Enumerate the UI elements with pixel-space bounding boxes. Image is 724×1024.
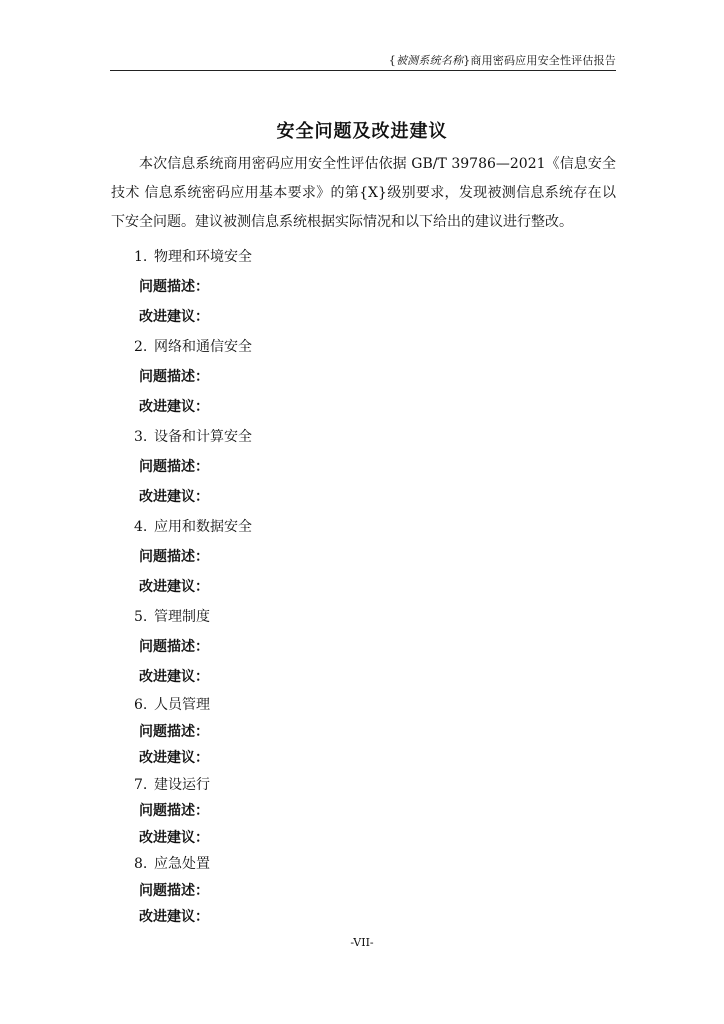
intro-paragraph: 本次信息系统商用密码应用安全性评估依据 GB/T 39786—2021《信息安全技术 信息系统密码应用基本要求》的第{X}级别要求，发现被测信息系统存在以下安全问题。建议被测信息系统根据实际情况和以下给出的建议进行整改。	[111, 156, 616, 230]
section-title	[134, 602, 594, 632]
section-block	[134, 602, 594, 692]
problem-description-label: 问题描述：	[139, 803, 209, 819]
section-name: 应用和数据安全	[154, 519, 252, 535]
problem-description-label: 问题描述：	[139, 459, 209, 475]
section-number: 3.	[134, 429, 148, 445]
section-name: 应急处置	[154, 856, 210, 872]
section-name: 建设运行	[154, 776, 210, 793]
header-prefix: {	[388, 54, 396, 67]
problem-description-label: 问题描述：	[139, 369, 209, 385]
problem-description-label: 问题描述：	[139, 723, 209, 740]
section-block	[134, 422, 594, 512]
sections-list	[134, 242, 594, 692]
section-number: 1.	[134, 249, 148, 265]
improvement-suggestion-label: 改进建议：	[139, 669, 209, 685]
section-block	[134, 332, 594, 422]
section-title	[134, 772, 594, 799]
section-number: 2.	[134, 339, 148, 355]
section-title	[134, 512, 594, 542]
section-number: 5.	[134, 609, 148, 625]
section-number: 7.	[134, 776, 148, 793]
problem-description-label: 问题描述：	[139, 882, 209, 899]
section-title	[134, 242, 594, 272]
header-system-name: 被测系统名称	[395, 54, 464, 67]
header-text	[389, 52, 616, 68]
section-title	[134, 422, 594, 452]
section-name: 人员管理	[154, 697, 210, 713]
section-title	[134, 332, 594, 362]
section-name: 管理制度	[154, 609, 210, 625]
improvement-suggestion-label: 改进建议：	[139, 909, 209, 925]
page-title: 安全问题及改进建议	[276, 121, 448, 142]
section-block	[134, 851, 594, 931]
header-suffix: }商用密码应用安全性评估报告	[463, 54, 616, 67]
section-number: 8.	[134, 856, 148, 872]
improvement-suggestion-label: 改进建议：	[139, 750, 209, 766]
section-block	[134, 772, 594, 852]
section-name: 设备和计算安全	[154, 429, 252, 445]
section-title	[134, 692, 594, 719]
problem-description-label: 问题描述：	[139, 549, 209, 565]
page-header	[110, 50, 616, 71]
problem-description-label: 问题描述：	[139, 279, 209, 295]
sections-list-continued	[134, 692, 594, 931]
section-name: 物理和环境安全	[154, 249, 252, 265]
improvement-suggestion-label: 改进建议：	[139, 309, 209, 325]
improvement-suggestion-label: 改进建议：	[139, 489, 209, 505]
section-number: 6.	[134, 697, 148, 713]
section-block	[134, 512, 594, 602]
problem-description-label: 问题描述：	[139, 639, 209, 655]
improvement-suggestion-label: 改进建议：	[139, 829, 209, 846]
page-number: -VII-	[350, 936, 374, 949]
improvement-suggestion-label: 改进建议：	[139, 399, 209, 415]
section-block	[134, 692, 594, 772]
improvement-suggestion-label: 改进建议：	[139, 579, 209, 595]
section-name: 网络和通信安全	[154, 339, 252, 355]
section-title	[134, 851, 594, 878]
section-block	[134, 242, 594, 332]
section-number: 4.	[134, 519, 148, 535]
